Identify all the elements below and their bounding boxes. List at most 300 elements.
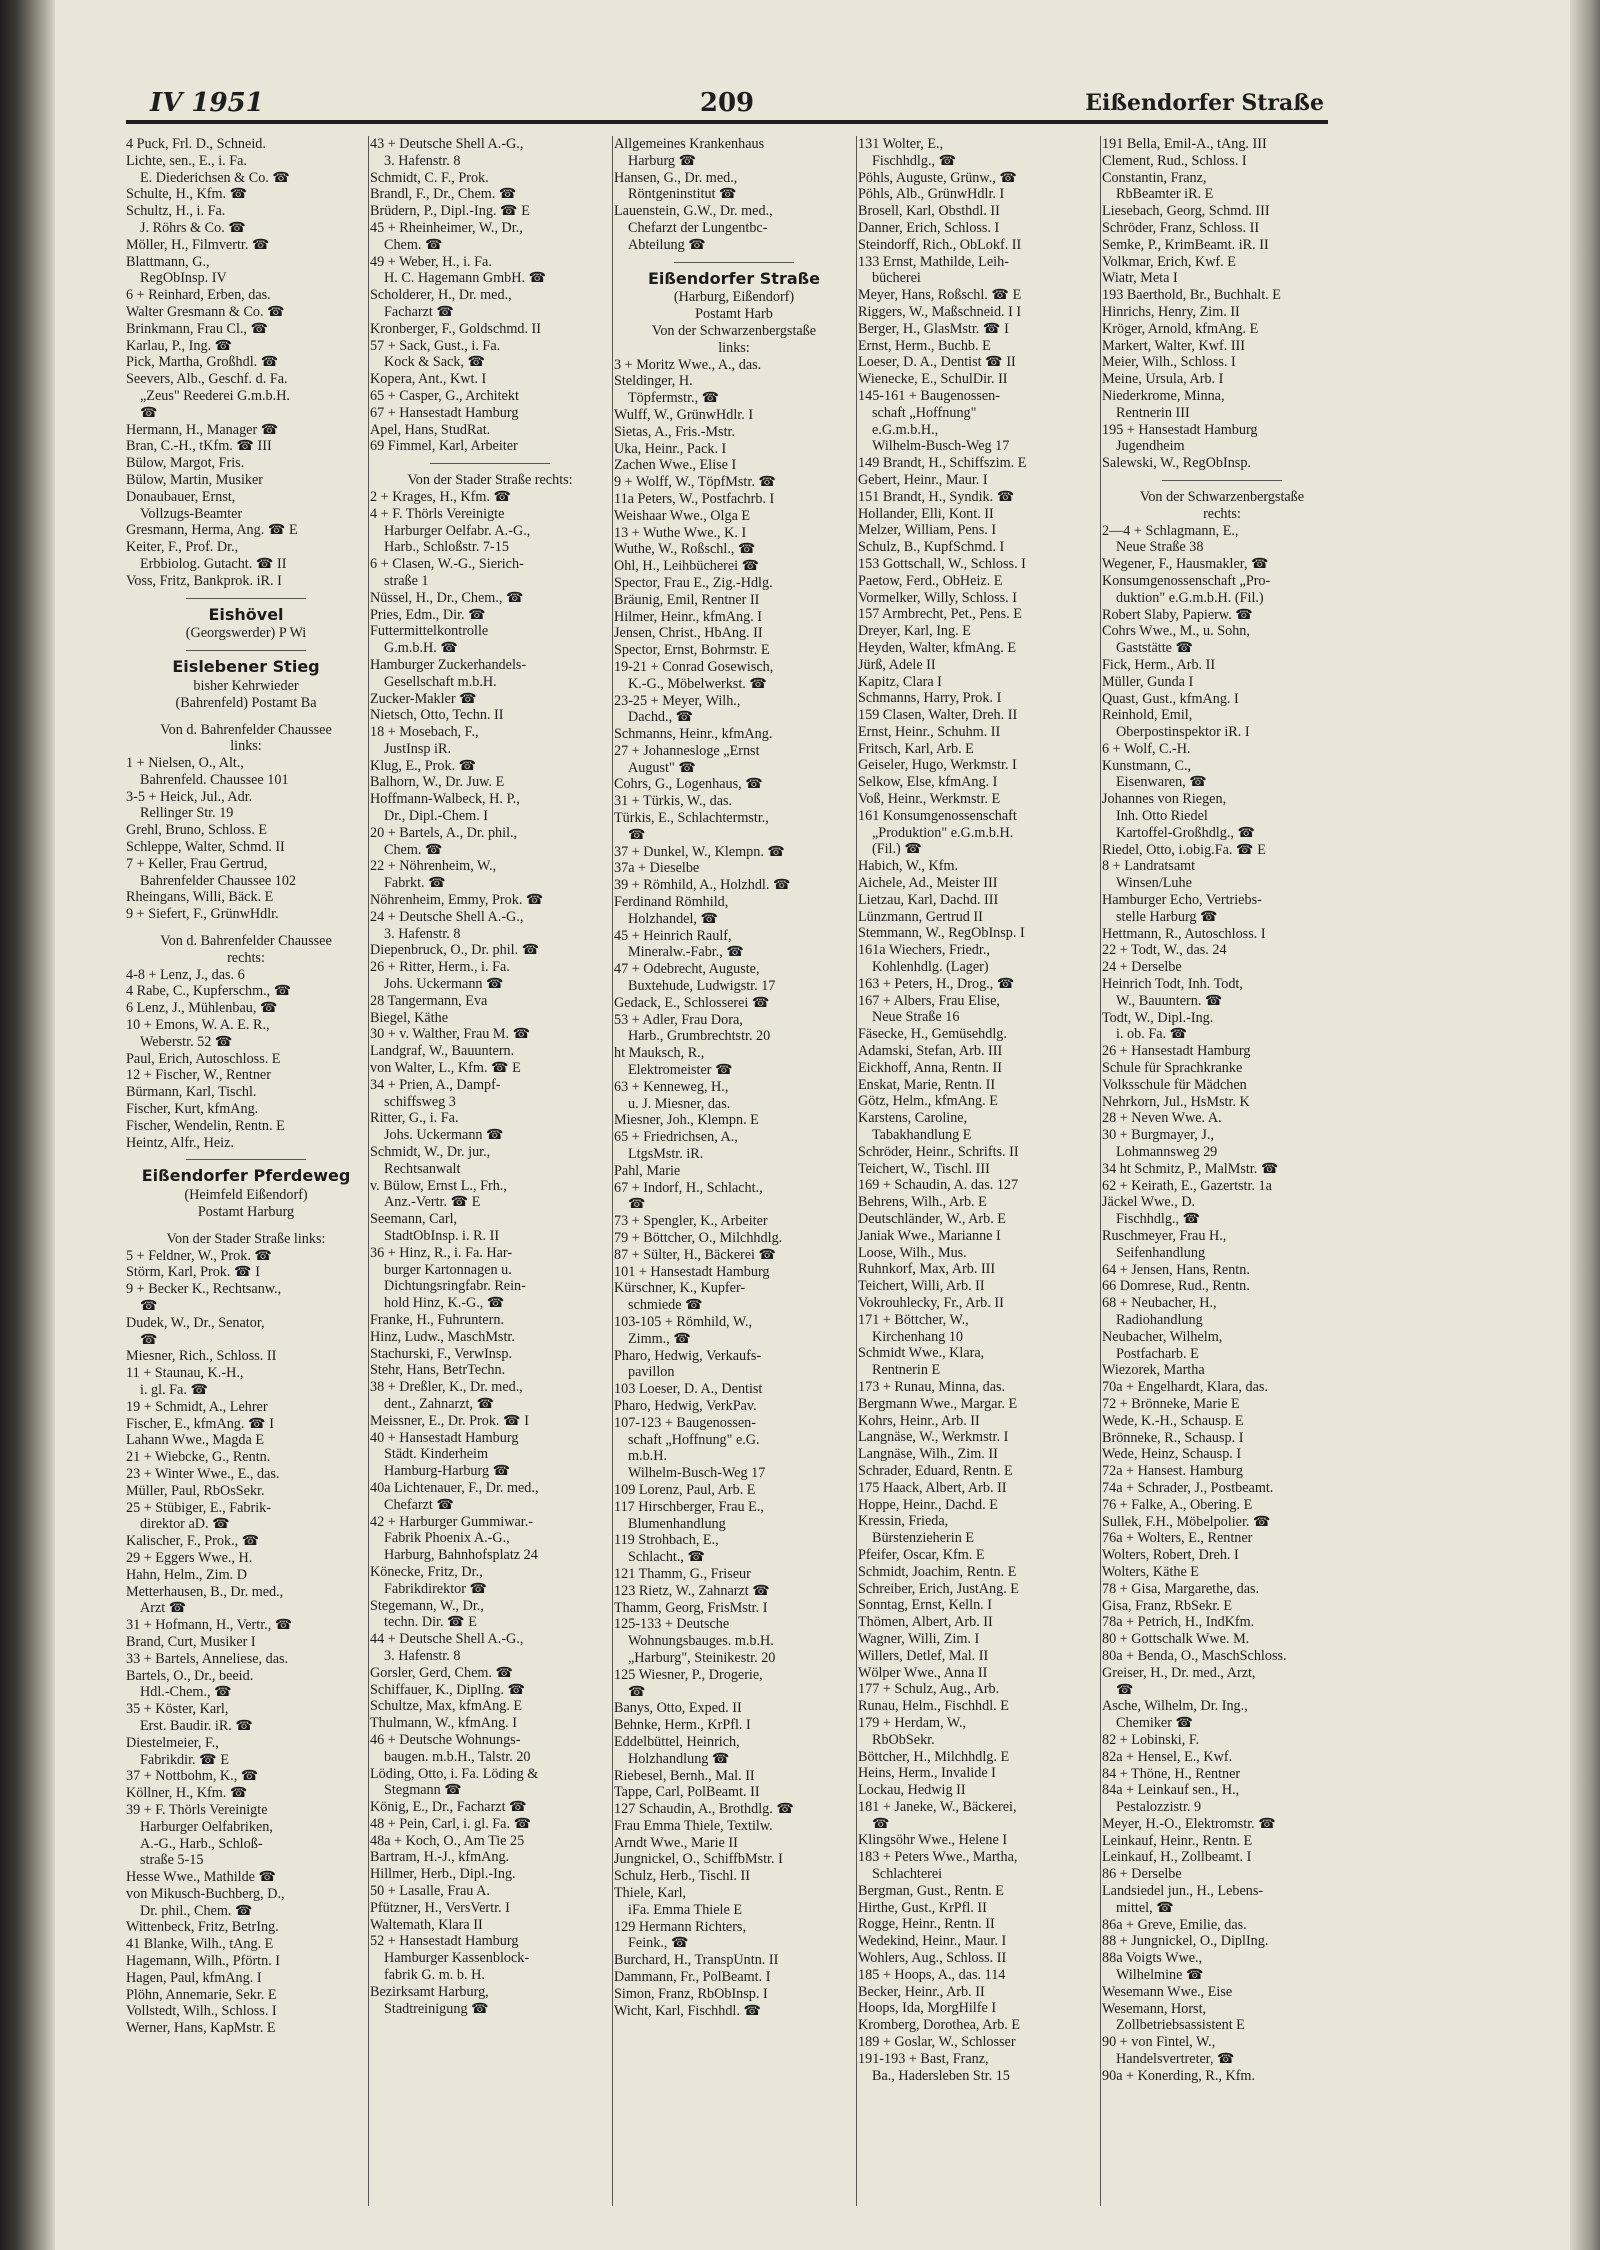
directory-entry: 3 + Moritz Wwe., A., das. <box>614 356 762 373</box>
entry-continuation: baugen. m.b.H., Talstr. 20 <box>384 1748 531 1765</box>
spacer <box>126 1221 366 1231</box>
directory-entry: Paul, Erich, Autoschloss. E <box>126 1050 281 1067</box>
entry-continuation: Harb., Schloßstr. 7-15 <box>384 539 509 556</box>
directory-entry: Gedack, E., Schlosserei ☎ <box>614 994 770 1011</box>
section-note: Von der Stader Straße rechts: <box>407 472 573 489</box>
directory-entry: Wedekind, Heinr., Maur. I <box>858 1933 1007 1950</box>
directory-entry: Plöhn, Annemarie, Sekr. E <box>126 1986 277 2003</box>
column-divider <box>1100 136 1101 2206</box>
directory-entry: 6 + Clasen, W.-G., Sierich- <box>370 556 524 573</box>
directory-entry: Diestelmeier, F., <box>126 1734 219 1751</box>
directory-entry: Fritsch, Karl, Arb. E <box>858 740 974 757</box>
directory-entry: Kunstmann, C., <box>1102 757 1192 774</box>
section-note: rechts: <box>227 949 265 966</box>
directory-entry: Bartram, H.-J., kfmAng. <box>370 1849 510 1866</box>
directory-entry: Pfützner, H., VersVertr. I <box>370 1899 510 1916</box>
entry-continuation: mittel, ☎ <box>1116 1899 1174 1916</box>
directory-entry: Metterhausen, B., Dr. med., <box>126 1583 284 1600</box>
entry-continuation: Winsen/Luhe <box>1116 875 1192 892</box>
directory-entry: Pahl, Marie <box>614 1162 681 1179</box>
directory-entry: 2 + Krages, H., Kfm. ☎ <box>370 488 512 505</box>
section-note: links: <box>718 339 750 356</box>
directory-entry: Bürmann, Karl, Tischl. <box>126 1084 257 1101</box>
entry-continuation: „Harburg", Steinikestr. 20 <box>628 1649 776 1666</box>
directory-entry: Hinrichs, Henry, Zim. II <box>1102 303 1240 320</box>
entry-continuation: 3. Hafenstr. 8 <box>384 1647 461 1664</box>
entry-continuation: Chem. ☎ <box>384 841 443 858</box>
directory-entry: Cohrs, G., Logenhaus, ☎ <box>614 776 763 793</box>
entry-continuation: Anz.-Vertr. ☎ E <box>384 1194 481 1211</box>
entry-continuation: Fabrikdir. ☎ E <box>140 1751 229 1768</box>
directory-entry: Apel, Hans, StudRat. <box>370 421 491 438</box>
entry-continuation: Oberpostinspektor iR. I <box>1116 724 1250 741</box>
entry-continuation: Fabrikdirektor ☎ <box>384 1580 488 1597</box>
directory-entry: Keiter, F., Prof. Dr., <box>126 539 239 556</box>
entry-continuation: i. ob. Fa. ☎ <box>1116 1026 1188 1043</box>
entry-continuation: i. gl. Fa. ☎ <box>140 1381 209 1398</box>
section-divider <box>1162 480 1282 481</box>
directory-entry: Miesner, Joh., Klempn. E <box>614 1112 759 1129</box>
directory-entry: 20 + Bartels, A., Dr. phil., <box>370 824 518 841</box>
directory-entry: 37a + Dieselbe <box>614 860 700 877</box>
directory-entry: 63 + Kenneweg, H., <box>614 1078 729 1095</box>
entry-continuation: Bahrenfelder Chaussee 102 <box>140 872 297 889</box>
directory-entry: Gebert, Heinr., Maur. I <box>858 471 988 488</box>
section-divider <box>430 463 550 464</box>
directory-entry: Adamski, Stefan, Arb. III <box>858 1043 1003 1060</box>
directory-entry: Leinkauf, Heinr., Rentn. E <box>1102 1832 1253 1849</box>
directory-entry: Rogge, Heinr., Rentn. II <box>858 1916 995 1933</box>
page-edge <box>1570 0 1600 2250</box>
directory-entry: 86a + Greve, Emilie, das. <box>1102 1916 1247 1933</box>
directory-entry: Schmanns, Harry, Prok. I <box>858 690 1002 707</box>
street-heading: Eißendorfer Straße <box>648 268 820 288</box>
directory-entry: Eddelbüttel, Heinrich, <box>614 1733 740 1750</box>
directory-entry: 10 + Emons, W. A. E. R., <box>126 1017 270 1034</box>
directory-entry: 78 + Gisa, Margarethe, das. <box>1102 1580 1260 1597</box>
directory-entry: Kalischer, F., Prok., ☎ <box>126 1533 260 1550</box>
directory-entry: Diepenbruck, O., Dr. phil. ☎ <box>370 942 540 959</box>
directory-entry: Wagner, Willi, Zim. I <box>858 1630 980 1647</box>
directory-entry: 57 + Sack, Gust., i. Fa. <box>370 337 501 354</box>
directory-entry: Fischer, Wendelin, Rentn. E <box>126 1117 285 1134</box>
directory-entry: Loeser, D. A., Dentist ☎ II <box>858 354 1016 371</box>
directory-entry: 88a Voigts Wwe., <box>1102 1950 1203 1967</box>
directory-entry: Schmidt, C. F., Prok. <box>370 169 489 186</box>
directory-entry: Landsiedel jun., H., Lebens- <box>1102 1883 1264 1900</box>
directory-entry: 161 Konsumgenossenschaft <box>858 807 1017 824</box>
directory-entry: Wohlers, Aug., Schloss. II <box>858 1950 1007 1967</box>
entry-continuation: Rechtsanwalt <box>384 1160 461 1177</box>
directory-entry: Pharo, Hedwig, Verkaufs- <box>614 1347 762 1364</box>
directory-entry: Schmidt, Joachim, Rentn. E <box>858 1563 1017 1580</box>
directory-entry: Nöhrenheim, Emmy, Prok. ☎ <box>370 892 544 909</box>
entry-continuation: H. C. Hagemann GmbH. ☎ <box>384 270 547 287</box>
directory-entry: Lockau, Hedwig II <box>858 1782 966 1799</box>
section-note: (Georgswerder) P Wi <box>185 625 307 642</box>
directory-entry: 73 + Spengler, K., Arbeiter <box>614 1213 768 1230</box>
directory-entry: Wesemann, Horst, <box>1102 2000 1207 2017</box>
entry-continuation: Harb., Grumbrechtstr. 20 <box>628 1028 771 1045</box>
directory-entry: Zucker-Makler ☎ <box>370 690 477 707</box>
directory-entry: Hollander, Elli, Kont. II <box>858 505 994 522</box>
entry-continuation: u. J. Miesner, das. <box>628 1095 731 1112</box>
entry-continuation: Ba., Hadersleben Str. 15 <box>872 2067 1010 2084</box>
directory-entry: Paetow, Ferd., ObHeiz. E <box>858 572 1003 589</box>
directory-entry: Loose, Wilh., Mus. <box>858 1244 967 1261</box>
directory-entry: Dammann, Fr., PolBeamt. I <box>614 1969 771 1986</box>
directory-entry: 90a + Konerding, R., Kfm. <box>1102 2067 1256 2084</box>
directory-entry: Brandl, F., Dr., Chem. ☎ <box>370 186 517 203</box>
directory-entry: Johannes von Riegen, <box>1102 791 1227 808</box>
directory-entry: 72 + Brönneke, Marie E <box>1102 1395 1240 1412</box>
entry-continuation: ☎ <box>140 1331 158 1348</box>
directory-entry: 40 + Hansestadt Hamburg <box>370 1429 519 1446</box>
entry-continuation: Rentnerin III <box>1116 404 1190 421</box>
entry-continuation: schaft „Hoffnung" e.G. <box>628 1431 760 1448</box>
directory-entry: Hirthe, Gust., KrPfl. II <box>858 1899 987 1916</box>
directory-entry: Schmanns, Heinr., kfmAng. <box>614 726 773 743</box>
directory-entry: Wulff, W., GrünwHdlr. I <box>614 406 754 423</box>
entry-continuation: ☎ <box>1116 1681 1134 1698</box>
directory-entry: Stehr, Hans, BetrTechn. <box>370 1362 506 1379</box>
directory-entry: 31 + Türkis, W., das. <box>614 793 733 810</box>
entry-continuation: 3. Hafenstr. 8 <box>384 925 461 942</box>
entry-continuation: Fischhdlg., ☎ <box>872 152 957 169</box>
directory-entry: Bülow, Margot, Fris. <box>126 455 245 472</box>
directory-entry: 23 + Winter Wwe., E., das. <box>126 1465 280 1482</box>
entry-continuation: straße 1 <box>384 572 429 589</box>
directory-entry: Jensen, Christ., HbAng. II <box>614 625 763 642</box>
directory-entry: Ruschmeyer, Frau H., <box>1102 1228 1227 1244</box>
directory-entry: Werner, Hans, KapMstr. E <box>126 2020 276 2037</box>
column-5 <box>1102 136 1342 2211</box>
directory-entry: Schreiber, Erich, JustAng. E <box>858 1580 1019 1597</box>
directory-entry: Brosell, Karl, Obsthdl. II <box>858 203 1000 220</box>
section-note: (Harburg, Eißendorf) <box>673 289 795 306</box>
entry-continuation: direktor aD. ☎ <box>140 1516 230 1533</box>
directory-entry: Wede, K.-H., Schausp. E <box>1102 1412 1244 1429</box>
entry-continuation: burger Kartonnagen u. <box>384 1261 512 1278</box>
directory-entry: 33 + Bartels, Anneliese, das. <box>126 1650 289 1667</box>
directory-entry: Niederkrome, Minna, <box>1102 387 1225 404</box>
directory-entry: 6 + Reinhard, Erben, das. <box>126 287 271 304</box>
directory-entry: Constantin, Franz, <box>1102 169 1207 186</box>
directory-entry: 131 Wolter, E., <box>858 136 944 152</box>
directory-entry: 52 + Hansestadt Hamburg <box>370 1933 519 1950</box>
directory-entry: Fischer, Kurt, kfmAng. <box>126 1101 259 1118</box>
directory-entry: Götz, Helm., kfmAng. E <box>858 1093 998 1110</box>
entry-continuation: Stadtreinigung ☎ <box>384 2000 489 2017</box>
directory-entry: Sietas, A., Fris.-Mstr. <box>614 423 736 440</box>
directory-entry: 151 Brandt, H., Syndik. ☎ <box>858 488 1015 505</box>
entry-continuation: Wilhelm-Busch-Weg 17 <box>872 438 1010 455</box>
directory-entry: 123 Rietz, W., Zahnarzt ☎ <box>614 1582 770 1599</box>
directory-entry: Bergmann Wwe., Margar. E <box>858 1395 1018 1412</box>
directory-entry: 65 + Friedrichsen, A., <box>614 1129 738 1146</box>
column-3 <box>614 136 854 2211</box>
directory-entry: Gisa, Franz, RbSekr. E <box>1102 1597 1233 1614</box>
directory-entry: 153 Gottschall, W., Schloss. I <box>858 555 1026 572</box>
directory-entry: Schmidt Wwe., Klara, <box>858 1345 985 1362</box>
directory-entry: Behrens, Wilh., Arb. E <box>858 1194 987 1211</box>
directory-entry: Meyer, H.-O., Elektromstr. ☎ <box>1102 1815 1276 1832</box>
directory-entry: 5 + Feldner, W., Prok. ☎ <box>126 1247 273 1264</box>
entry-continuation: Kock & Sack, ☎ <box>384 354 486 371</box>
directory-entry: Riggers, W., Maßschneid. I I <box>858 303 1022 320</box>
directory-entry: Hillmer, Herb., Dipl.-Ing. <box>370 1866 516 1883</box>
directory-entry: Schulz, Herb., Tischl. II <box>614 1868 750 1885</box>
entry-continuation: Arzt ☎ <box>140 1600 187 1617</box>
directory-entry: 67 + Indorf, H., Schlacht., <box>614 1179 763 1196</box>
directory-entry: 66 Domrese, Rud., Rentn. <box>1102 1278 1250 1295</box>
directory-entry: 65 + Casper, G., Architekt <box>370 387 519 404</box>
page-number: 209 <box>699 88 755 118</box>
directory-entry: 11a Peters, W., Postfachrb. I <box>614 490 775 507</box>
directory-entry: Nüssel, H., Dr., Chem., ☎ <box>370 589 524 606</box>
directory-entry: 30 + v. Walther, Frau M. ☎ <box>370 1026 531 1043</box>
entry-continuation: Schlacht., ☎ <box>628 1549 706 1566</box>
entry-continuation: ☎ <box>628 826 646 843</box>
directory-entry: Konsumgenossenschaft „Pro- <box>1102 572 1271 589</box>
directory-entry: Habich, W., Kfm. <box>858 858 959 875</box>
directory-entry: 48a + Koch, O., Am Tie 25 <box>370 1832 525 1849</box>
directory-entry: Heintz, Alfr., Heiz. <box>126 1134 234 1151</box>
directory-entry: Pharo, Hedwig, VerkPav. <box>614 1397 757 1414</box>
directory-entry: Banys, Otto, Exped. II <box>614 1700 742 1717</box>
directory-entry: Schule für Sprachkranke <box>1102 1060 1243 1077</box>
directory-entry: Volkmar, Erich, Kwf. E <box>1102 253 1236 270</box>
entry-continuation: Neue Straße 16 <box>872 1009 960 1026</box>
directory-entry: 74a + Schrader, J., Postbeamt. <box>1102 1479 1274 1496</box>
directory-entry: 9 + Wolff, W., TöpfMstr. ☎ <box>614 474 777 491</box>
directory-entry: 9 + Becker K., Rechtsanw., <box>126 1281 282 1298</box>
directory-entry: König, E., Dr., Facharzt ☎ <box>370 1799 527 1816</box>
directory-entry: Robert Slaby, Papierw. ☎ <box>1102 606 1253 623</box>
directory-entry: 145-161 + Baugenossen- <box>858 387 1000 404</box>
directory-entry: ht Mauksch, R., <box>614 1045 705 1062</box>
entry-continuation: Feink., ☎ <box>628 1935 689 1952</box>
directory-entry: Voss, Fritz, Bankprok. iR. I <box>126 572 282 589</box>
directory-entry: Bran, C.-H., tKfm. ☎ III <box>126 438 272 455</box>
directory-entry: 18 + Mosebach, F., <box>370 724 479 741</box>
entry-continuation: e.G.m.b.H., <box>872 421 939 438</box>
entry-continuation: Buxtehude, Ludwigstr. 17 <box>628 978 776 995</box>
directory-entry: 179 + Herdam, W., <box>858 1714 967 1731</box>
directory-entry: 25 + Stübiger, E., Fabrik- <box>126 1499 271 1516</box>
directory-entry: Melzer, William, Pens. I <box>858 522 997 539</box>
directory-entry: Hahn, Helm., Zim. D <box>126 1566 247 1583</box>
entry-continuation: dent., Zahnarzt, ☎ <box>384 1395 495 1412</box>
directory-entry: 195 + Hansestadt Hamburg <box>1102 421 1258 438</box>
entry-continuation: Blumenhandlung <box>628 1515 726 1532</box>
directory-entry: Seemann, Carl, <box>370 1211 458 1228</box>
directory-entry: 21 + Wiebcke, G., Rentn. <box>126 1449 271 1466</box>
directory-entry: Biegel, Käthe <box>370 1009 449 1026</box>
entry-continuation: Erst. Baudir. iR. ☎ <box>140 1717 254 1734</box>
directory-entry: Brönneke, R., Schausp. I <box>1102 1429 1244 1446</box>
directory-entry: 13 + Wuthe Wwe., K. I <box>614 524 747 541</box>
directory-entry: 125 Wiesner, P., Drogerie, <box>614 1666 763 1683</box>
directory-entry: Brüdern, P., Dipl.-Ing. ☎ E <box>370 203 530 220</box>
directory-entry: Langnäse, W., Werkmstr. I <box>858 1429 1009 1446</box>
entry-continuation: Chefarzt ☎ <box>384 1496 455 1513</box>
directory-entry: 80a + Benda, O., MaschSchloss. <box>1102 1647 1287 1664</box>
section-note: rechts: <box>1203 505 1241 522</box>
directory-entry: 19-21 + Conrad Gosewisch, <box>614 658 774 675</box>
entry-continuation: Töpfermstr., ☎ <box>628 390 720 407</box>
directory-entry: 4 Puck, Frl. D., Schneid. <box>126 136 266 152</box>
entry-continuation: Chefarzt der Lungentbc- <box>628 219 768 236</box>
directory-entry: Stegemann, W., Dr., <box>370 1597 484 1614</box>
directory-entry: Gresmann, Herma, Ang. ☎ E <box>126 522 298 539</box>
directory-entry: Markert, Walter, Kwf. III <box>1102 337 1245 354</box>
entry-continuation: duktion" e.G.m.b.H. (Fil.) <box>1116 589 1264 606</box>
directory-entry: Salewski, W., RegObInsp. <box>1102 455 1251 472</box>
entry-continuation: A.-G., Harb., Schloß- <box>140 1835 263 1852</box>
directory-entry: 149 Brandt, H., Schiffszim. E <box>858 455 1027 472</box>
entry-continuation: Harburg ☎ <box>628 152 697 169</box>
entry-continuation: schmiede ☎ <box>628 1297 703 1314</box>
directory-entry: Schrader, Eduard, Rentn. E <box>858 1462 1013 1479</box>
directory-entry: Enskat, Marie, Rentn. II <box>858 1076 996 1093</box>
section-note: Postamt Harb <box>695 306 773 323</box>
directory-entry: Pöhls, Alb., GrünwHdlr. I <box>858 186 1005 203</box>
directory-entry: Nietsch, Otto, Techn. II <box>370 707 504 724</box>
section-note: Von der Stader Straße links: <box>166 1230 326 1247</box>
directory-entry: Lauenstein, G.W., Dr. med., <box>614 203 773 220</box>
entry-continuation: Bahrenfeld. Chaussee 101 <box>140 771 289 788</box>
directory-entry: Schiffauer, K., DiplIng. ☎ <box>370 1681 526 1698</box>
entry-continuation: Fabrkt. ☎ <box>384 875 446 892</box>
directory-entry: Schultz, H., i. Fa. <box>126 203 226 220</box>
directory-entry: Müller, Gunda I <box>1102 673 1194 690</box>
directory-entry: Kromberg, Dorothea, Arb. E <box>858 2017 1021 2034</box>
entry-continuation: Weberstr. 52 ☎ <box>140 1033 233 1050</box>
directory-entry: Spector, Frau E., Zig.-Hdlg. <box>614 574 773 591</box>
directory-entry: 82 + Lobinski, F. <box>1102 1731 1200 1748</box>
directory-entry: 7 + Keller, Frau Gertrud, <box>126 855 268 872</box>
entry-continuation: Vollzugs-Beamter <box>140 505 243 522</box>
directory-entry: Ruhnkorf, Max, Arb. III <box>858 1261 996 1278</box>
directory-entry: Lahann Wwe., Magda E <box>126 1432 265 1449</box>
directory-entry: Ernst, Heinr., Schuhm. II <box>858 723 1001 740</box>
directory-entry: 189 + Goslar, W., Schlosser <box>858 2034 1016 2051</box>
directory-entry: 175 Haack, Albert, Arb. II <box>858 1479 1007 1496</box>
directory-entry: Türkis, E., Schlachtermstr., <box>614 810 769 827</box>
directory-entry: 107-123 + Baugenossen- <box>614 1414 756 1431</box>
directory-entry: Meier, Wilh., Schloss. I <box>1102 354 1236 371</box>
directory-entry: Kronberger, F., Goldschmd. II <box>370 320 542 337</box>
directory-entry: 161a Wiechers, Friedr., <box>858 942 990 959</box>
directory-entry: Eickhoff, Anna, Rentn. II <box>858 1059 1002 1076</box>
directory-entry: Müller, Paul, RbOsSekr. <box>126 1482 265 1499</box>
directory-entry: Allgemeines Krankenhaus <box>614 136 765 152</box>
directory-entry: Asche, Wilhelm, Dr. Ing., <box>1102 1698 1248 1715</box>
directory-entry: Ohl, H., Leihbücherei ☎ <box>614 558 760 575</box>
directory-entry: 86 + Derselbe <box>1102 1866 1182 1883</box>
directory-entry: Nehrkorn, Jul., HsMstr. K <box>1102 1093 1250 1110</box>
directory-entry: 1 + Nielsen, O., Alt., <box>126 755 244 772</box>
directory-entry: Hagemann, Wilh., Pförtn. I <box>126 1953 281 1970</box>
directory-entry: Wienecke, E., SchulDir. II <box>858 371 1008 388</box>
entry-continuation: schaft „Hoffnung" <box>872 404 977 421</box>
directory-entry: Wittenbeck, Fritz, BetrIng. <box>126 1919 279 1936</box>
entry-continuation: E. Diederichsen & Co. ☎ <box>140 169 291 186</box>
directory-entry: Hagen, Paul, kfmAng. I <box>126 1969 262 1986</box>
directory-entry: Wuthe, W., Roßschl., ☎ <box>614 541 756 558</box>
directory-entry: Thamm, Georg, FrisMstr. I <box>614 1599 768 1616</box>
entry-continuation: Chemiker ☎ <box>1116 1715 1194 1732</box>
directory-entry: Jäckel Wwe., D. <box>1102 1194 1196 1211</box>
entry-continuation: Holzhandlung ☎ <box>628 1750 730 1767</box>
directory-entry: Thulmann, W., kfmAng. I <box>370 1715 517 1732</box>
entry-continuation: Neue Straße 38 <box>1116 539 1204 556</box>
directory-entry: Cohrs Wwe., M., u. Sohn, <box>1102 623 1250 640</box>
entry-continuation: Zimm., ☎ <box>628 1330 691 1347</box>
directory-entry: Hansen, G., Dr. med., <box>614 169 738 186</box>
entry-continuation: Röntgeninstitut ☎ <box>628 186 737 203</box>
directory-entry: 119 Strohbach, E., <box>614 1532 719 1549</box>
entry-continuation: iFa. Emma Thiele E <box>628 1901 742 1918</box>
section-divider <box>186 1159 306 1160</box>
directory-entry: 26 + Hansestadt Hamburg <box>1102 1043 1251 1060</box>
directory-entry: 42 + Harburger Gummiwar.- <box>370 1513 533 1530</box>
directory-entry: Sonntag, Ernst, Kelln. I <box>858 1597 992 1614</box>
directory-entry: 157 Armbrecht, Pet., Pens. E <box>858 606 1022 623</box>
directory-entry: Hoops, Ida, MorgHilfe I <box>858 2000 997 2017</box>
directory-entry: Balhorn, W., Dr. Juw. E <box>370 774 505 791</box>
directory-entry: 9 + Siefert, F., GrünwHdlr. <box>126 906 279 923</box>
entry-continuation: ☎ <box>628 1683 646 1700</box>
directory-entry: 28 + Neven Wwe. A. <box>1102 1110 1222 1127</box>
directory-entry: Vollstedt, Wilh., Schloss. I <box>126 2003 277 2020</box>
directory-entry: 191-193 + Bast, Franz, <box>858 2050 989 2067</box>
entry-continuation: Dachd., ☎ <box>628 709 694 726</box>
directory-entry: 34 ht Schmitz, P., MalMstr. ☎ <box>1102 1160 1279 1177</box>
directory-entry: Rheingans, Willi, Bäck. E <box>126 889 274 906</box>
directory-entry: 87 + Sülter, H., Bäckerei ☎ <box>614 1246 777 1263</box>
directory-entry: 49 + Weber, H., i. Fa. <box>370 253 492 270</box>
directory-entry: Seevers, Alb., Geschf. d. Fa. <box>126 371 288 388</box>
directory-entry: 101 + Hansestadt Hamburg <box>614 1263 770 1280</box>
directory-entry: Heins, Herm., Invalide I <box>858 1765 996 1782</box>
directory-entry: 27 + Johannesloge „Ernst <box>614 742 760 759</box>
entry-continuation: Chem. ☎ <box>384 236 443 253</box>
directory-entry: Behnke, Herm., KrPfl. I <box>614 1717 751 1734</box>
directory-entry: Simon, Franz, RbObInsp. I <box>614 1985 768 2002</box>
entry-continuation: stelle Harburg ☎ <box>1116 908 1218 925</box>
directory-entry: 167 + Albers, Frau Elise, <box>858 992 1000 1009</box>
directory-entry: Kapitz, Clara I <box>858 673 942 690</box>
directory-entry: Thiele, Karl, <box>614 1885 687 1902</box>
directory-entry: Stachurski, F., VerwInsp. <box>370 1345 513 1362</box>
directory-entry: 6 + Wolf, C.-H. <box>1102 740 1191 757</box>
directory-entry: Hoffmann-Walbeck, H. P., <box>370 791 520 808</box>
directory-entry: Willers, Detlef, Mal. II <box>858 1647 989 1664</box>
directory-entry: Thömen, Albert, Arb. II <box>858 1614 993 1631</box>
directory-entry: 38 + Dreßler, K., Dr. med., <box>370 1379 523 1396</box>
entry-continuation: „Produktion" e.G.m.b.H. <box>872 824 1014 841</box>
directory-entry: Aichele, Ad., Meister III <box>858 875 998 892</box>
directory-entry: 4-8 + Lenz, J., das. 6 <box>126 966 245 983</box>
directory-entry: Lietzau, Karl, Dachd. III <box>858 891 999 908</box>
directory-entry: Hinz, Ludw., MaschMstr. <box>370 1328 515 1345</box>
directory-entry: Hettmann, R., Autoschloss. I <box>1102 925 1266 942</box>
directory-entry: Löding, Otto, i. Fa. Löding & <box>370 1765 539 1782</box>
entry-continuation: Wilhelm-Busch-Weg 17 <box>628 1465 766 1482</box>
directory-entry: Volksschule für Mädchen <box>1102 1076 1247 1093</box>
